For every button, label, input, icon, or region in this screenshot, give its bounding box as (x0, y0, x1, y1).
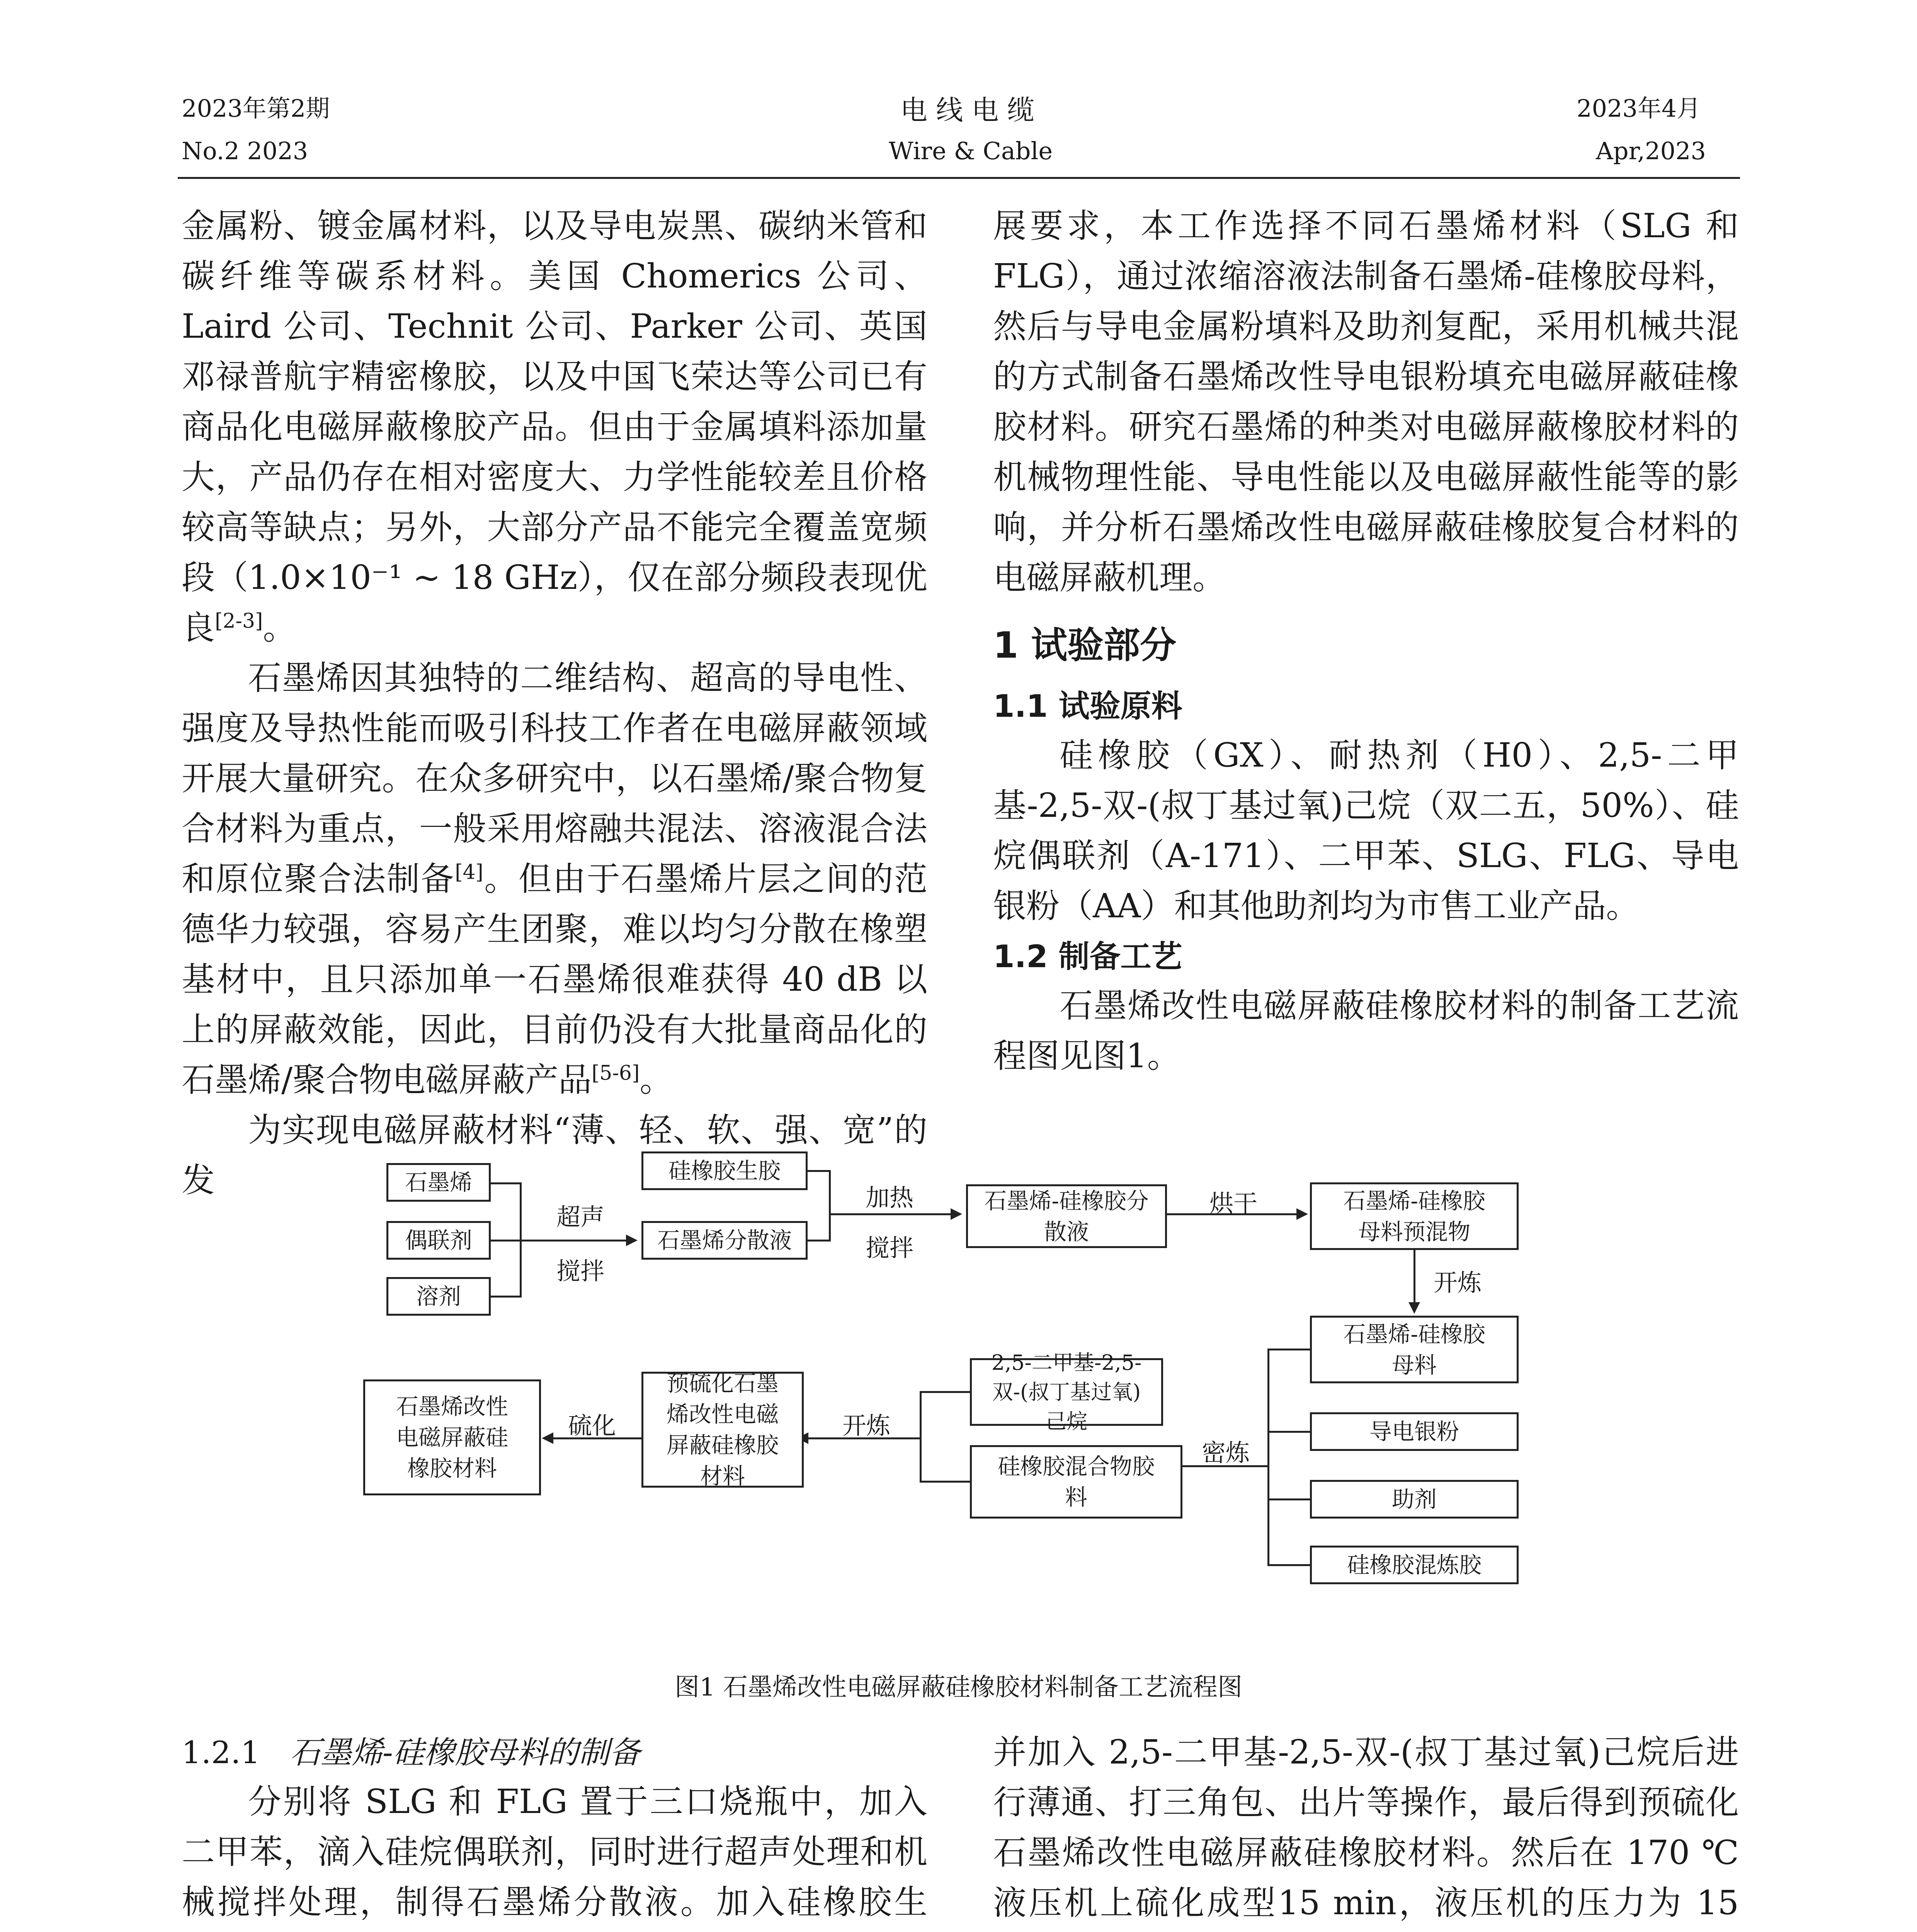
connector-mix (1267, 1349, 1269, 1566)
label-stir: 搅拌 (866, 1234, 914, 1262)
header-rule (178, 177, 1740, 179)
label-dry: 烘干 (1209, 1189, 1258, 1218)
right-column-top (993, 201, 1739, 1081)
arrow-head (1408, 1302, 1420, 1314)
box-graphene-dispersion: 石墨烯分散液 (641, 1221, 808, 1260)
section-heading-1: 1 试验部分 (993, 624, 1177, 667)
arrow-head (951, 1208, 962, 1220)
box-additive: 助剂 (1310, 1480, 1519, 1519)
connector-rubber (808, 1240, 831, 1242)
connector-mix (1267, 1431, 1310, 1433)
section-heading-1-2: 1.2 制备工艺 (993, 939, 1182, 975)
figure-caption: 图1 石墨烯改性电磁屏蔽硅橡胶材料制备工艺流程图 (674, 1673, 1243, 1702)
arrow-line (829, 1213, 953, 1215)
label-open-mill: 开炼 (842, 1412, 891, 1440)
right-paragraph-3: 石墨烯改性电磁屏蔽硅橡胶材料的制备工艺流程图见图1。 (993, 986, 1739, 1075)
connector-inputs (491, 1240, 522, 1242)
label-open-mill: 开炼 (1434, 1269, 1482, 1297)
arrow-head (1296, 1208, 1308, 1220)
box-rubber-compound: 硅橡胶混合物胶料 (970, 1445, 1182, 1519)
label-stir: 搅拌 (556, 1257, 605, 1285)
journal-title-en: Wire & Cable (889, 137, 1053, 165)
label-internal-mix: 密炼 (1202, 1439, 1250, 1467)
box-coupling-agent: 偶联剂 (386, 1221, 491, 1260)
arrow-head (542, 1432, 553, 1444)
header-date-cn: 2023年4月 (1577, 94, 1701, 122)
box-prevulcanized-material: 预硫化石墨烯改性电磁屏蔽硅橡胶材料 (641, 1372, 804, 1488)
citation-2-3: [2-3] (215, 609, 263, 633)
header-issue-cn: 2023年第2期 (182, 94, 330, 122)
box-final-material: 石墨烯改性电磁屏蔽硅橡胶材料 (363, 1379, 541, 1495)
header-issue-en: No.2 2023 (182, 137, 308, 165)
box-masterbatch-premix: 石墨烯-硅橡胶母料预混物 (1310, 1182, 1519, 1250)
box-peroxide: 2,5-二甲基-2,5-双-(叔丁基过氧)己烷 (970, 1358, 1163, 1426)
connector-peroxide (920, 1391, 922, 1483)
box-conductive-silver: 导电银粉 (1310, 1412, 1519, 1451)
box-raw-rubber: 硅橡胶生胶 (641, 1151, 808, 1190)
left-paragraph-1: 金属粉、镀金属材料，以及导电炭黑、碳纳米管和碳纤维等碳系材料。美国 Chomerics 公司、Laird 公司、Technit 公司、Parker 公司、英国邓禄普航宇精密橡胶，以及中国飞荣达等公司已有商品化电磁屏蔽橡胶产品。但由于金属填料添加量大，产品仍存在相对密度大、力学性能较差且价格较高等缺点；另外，大部分产品不能完全覆盖宽频段（1.0×10⁻¹ ~ 18 GHz），仅在部分频段表现优良[2-3]。 (182, 207, 927, 647)
journal-title-cn: 电 线 电 缆 (900, 94, 1034, 126)
left-paragraph-2: 石墨烯因其独特的二维结构、超高的导电性、强度及导热性能而吸引科技工作者在电磁屏蔽领域开展大量研究。在众多研究中，以石墨烯/聚合物复合材料为重点，一般采用熔融共混法、溶液混合法和原位聚合法制备[4]。但由于石墨烯片层之间的范德华力较强，容易产生团聚，难以均匀分散在橡塑基材中，且只添加单一石墨烯很难获得 40 dB 以上的屏蔽效能，因此，目前仍没有大批量商品化的石墨烯/聚合物电磁屏蔽产品[5-6]。 (182, 659, 928, 1099)
section-heading-1-1: 1.1 试验原料 (993, 688, 1182, 724)
process-flowchart (363, 1140, 1553, 1654)
connector-mix (1267, 1498, 1310, 1500)
arrow-line (1414, 1250, 1415, 1304)
subsection-heading-1-2-1: 1.2.1 石墨烯-硅橡胶母料的制备 (182, 1735, 640, 1770)
connector-peroxide (920, 1391, 970, 1393)
arrow-line (520, 1240, 628, 1242)
citation-4: [4] (455, 861, 483, 884)
bottom-left-paragraph-1: 分别将 SLG 和 FLG 置于三口烧瓶中，加入二甲苯，滴入硅烷偶联剂，同时进行超声处理和机械搅拌处理，制得石墨烯分散液。加入硅橡胶生 (182, 1782, 927, 1922)
label-ultrasonic: 超声 (556, 1203, 605, 1231)
citation-5-6: [5-6] (591, 1061, 640, 1085)
connector-mix (1267, 1349, 1310, 1350)
connector-inputs (491, 1296, 522, 1298)
left-column-top (182, 201, 927, 1206)
left-column-bottom (182, 1727, 927, 1932)
box-masterbatch: 石墨烯-硅橡胶母料 (1310, 1316, 1519, 1383)
arrow-head (626, 1235, 638, 1246)
connector-mix (1267, 1564, 1310, 1566)
connector-inputs (491, 1182, 522, 1184)
label-vulcanize: 硫化 (568, 1412, 616, 1440)
bottom-right-paragraph-1: 并加入 2,5-二甲基-2,5-双-(叔丁基过氧)己烷后进行薄通、打三角包、出片等操作，最后得到预硫化石墨烯改性电磁屏蔽硅橡胶材料。然后在 170 ℃液压机上硫化成型15 min，液压机的压力为 15 (993, 1733, 1739, 1922)
box-solvent: 溶剂 (386, 1277, 491, 1316)
label-heat: 加热 (866, 1184, 914, 1212)
right-paragraph-2: 硅橡胶（GX）、耐热剂（H0）、2,5-二甲基-2,5-双-(叔丁基过氧)己烷（双二五，50%）、硅烷偶联剂（A-171）、二甲苯、SLG、FLG、导电银粉（AA）和其他助剂均为市售工业产品。 (993, 736, 1739, 925)
box-mixed-rubber: 硅橡胶混炼胶 (1310, 1546, 1519, 1584)
right-column-bottom (993, 1727, 1739, 1932)
box-graphene-rubber-dispersion: 石墨烯-硅橡胶分散液 (966, 1184, 1167, 1248)
box-graphene: 石墨烯 (386, 1163, 491, 1202)
right-paragraph-1: 展要求，本工作选择不同石墨烯材料（SLG 和 FLG），通过浓缩溶液法制备石墨烯-硅橡胶母料，然后与导电金属粉填料及助剂复配，采用机械共混的方式制备石墨烯改性导电银粉填充电磁屏蔽硅橡胶材料。研究石墨烯的种类对电磁屏蔽橡胶材料的机械物理性能、导电性能以及电磁屏蔽性能等的影响，并分析石墨烯改性电磁屏蔽硅橡胶复合材料的电磁屏蔽机理。 (993, 207, 1739, 597)
connector-rubber (808, 1170, 831, 1172)
connector-peroxide (920, 1481, 970, 1483)
left-paragraph-3: 为实现电磁屏蔽材料“薄、轻、软、强、宽”的发 (182, 1111, 927, 1200)
connector-rubber (829, 1170, 831, 1242)
header-date-en: Apr,2023 (1596, 137, 1706, 165)
